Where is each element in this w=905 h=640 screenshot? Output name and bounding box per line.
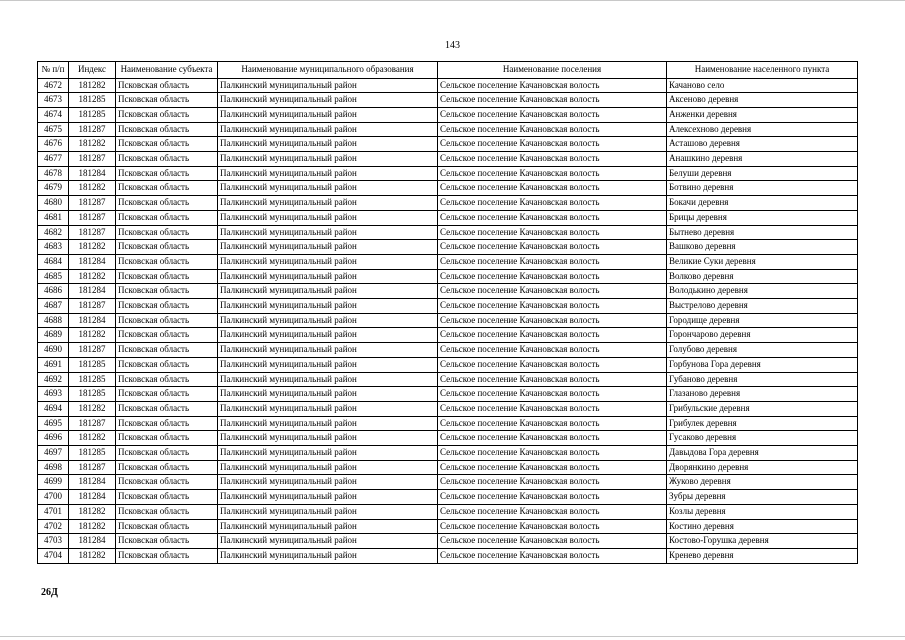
cell-settlement: Сельское поселение Качановская волость bbox=[438, 372, 667, 387]
cell-settlement: Сельское поселение Качановская волость bbox=[438, 269, 667, 284]
cell-settlement: Сельское поселение Качановская волость bbox=[438, 460, 667, 475]
cell-subject: Псковская область bbox=[116, 299, 218, 314]
cell-municipality: Палкинский муниципальный район bbox=[218, 357, 438, 372]
table-row bbox=[38, 107, 858, 122]
cell-settlement: Сельское поселение Качановская волость bbox=[438, 225, 667, 240]
cell-index: 181287 bbox=[69, 152, 116, 167]
cell-municipality: Палкинский муниципальный район bbox=[218, 93, 438, 108]
cell-num: 4695 bbox=[38, 416, 69, 431]
cell-index: 181284 bbox=[69, 313, 116, 328]
cell-municipality: Палкинский муниципальный район bbox=[218, 534, 438, 549]
cell-municipality: Палкинский муниципальный район bbox=[218, 122, 438, 137]
cell-municipality: Палкинский муниципальный район bbox=[218, 254, 438, 269]
cell-settlement: Сельское поселение Качановская волость bbox=[438, 313, 667, 328]
cell-settlement: Сельское поселение Качановская волость bbox=[438, 401, 667, 416]
table-row bbox=[38, 490, 858, 505]
cell-num: 4704 bbox=[38, 549, 69, 564]
cell-subject: Псковская область bbox=[116, 137, 218, 152]
cell-subject: Псковская область bbox=[116, 534, 218, 549]
cell-locality: Анашкино деревня bbox=[667, 152, 858, 167]
cell-settlement: Сельское поселение Качановская волость bbox=[438, 181, 667, 196]
cell-municipality: Палкинский муниципальный район bbox=[218, 549, 438, 564]
cell-num: 4680 bbox=[38, 196, 69, 211]
cell-index: 181282 bbox=[69, 431, 116, 446]
cell-settlement: Сельское поселение Качановская волость bbox=[438, 504, 667, 519]
cell-index: 181282 bbox=[69, 519, 116, 534]
cell-locality: Бокачи деревня bbox=[667, 196, 858, 211]
table-row bbox=[38, 460, 858, 475]
header-municipality: Наименование муниципального образования bbox=[218, 62, 438, 79]
table-row bbox=[38, 122, 858, 137]
cell-locality: Анженки деревня bbox=[667, 107, 858, 122]
cell-settlement: Сельское поселение Качановская волость bbox=[438, 416, 667, 431]
cell-subject: Псковская область bbox=[116, 328, 218, 343]
table-row bbox=[38, 431, 858, 446]
cell-index: 181285 bbox=[69, 357, 116, 372]
cell-locality: Брицы деревня bbox=[667, 210, 858, 225]
cell-index: 181287 bbox=[69, 299, 116, 314]
header-subject: Наименование субъекта bbox=[116, 62, 218, 79]
cell-settlement: Сельское поселение Качановская волость bbox=[438, 152, 667, 167]
table-row bbox=[38, 225, 858, 240]
cell-settlement: Сельское поселение Качановская волость bbox=[438, 328, 667, 343]
cell-locality: Аксеново деревня bbox=[667, 93, 858, 108]
cell-municipality: Палкинский муниципальный район bbox=[218, 225, 438, 240]
table-row bbox=[38, 254, 858, 269]
cell-index: 181285 bbox=[69, 387, 116, 402]
cell-subject: Псковская область bbox=[116, 269, 218, 284]
cell-locality: Великие Суки деревня bbox=[667, 254, 858, 269]
table-row bbox=[38, 328, 858, 343]
cell-settlement: Сельское поселение Качановская волость bbox=[438, 78, 667, 93]
cell-locality: Вашково деревня bbox=[667, 240, 858, 255]
table-row bbox=[38, 210, 858, 225]
table-row bbox=[38, 372, 858, 387]
cell-index: 181287 bbox=[69, 416, 116, 431]
table-row bbox=[38, 446, 858, 461]
cell-num: 4692 bbox=[38, 372, 69, 387]
cell-settlement: Сельское поселение Качановская волость bbox=[438, 196, 667, 211]
cell-locality: Кренево деревня bbox=[667, 549, 858, 564]
cell-num: 4674 bbox=[38, 107, 69, 122]
cell-num: 4684 bbox=[38, 254, 69, 269]
table-row bbox=[38, 166, 858, 181]
cell-municipality: Палкинский муниципальный район bbox=[218, 152, 438, 167]
cell-locality: Грибульские деревня bbox=[667, 401, 858, 416]
cell-subject: Псковская область bbox=[116, 225, 218, 240]
cell-index: 181282 bbox=[69, 504, 116, 519]
table-row bbox=[38, 299, 858, 314]
cell-settlement: Сельское поселение Качановская волость bbox=[438, 490, 667, 505]
table-row bbox=[38, 137, 858, 152]
cell-settlement: Сельское поселение Качановская волость bbox=[438, 446, 667, 461]
cell-subject: Псковская область bbox=[116, 254, 218, 269]
cell-subject: Псковская область bbox=[116, 284, 218, 299]
cell-index: 181282 bbox=[69, 181, 116, 196]
cell-index: 181287 bbox=[69, 460, 116, 475]
cell-subject: Псковская область bbox=[116, 446, 218, 461]
cell-subject: Псковская область bbox=[116, 490, 218, 505]
top-scan-edge bbox=[0, 0, 905, 1]
cell-locality: Костово-Горушка деревня bbox=[667, 534, 858, 549]
cell-locality: Горбунова Гора деревня bbox=[667, 357, 858, 372]
table-row bbox=[38, 78, 858, 93]
cell-index: 181282 bbox=[69, 328, 116, 343]
cell-settlement: Сельское поселение Качановская волость bbox=[438, 299, 667, 314]
cell-num: 4698 bbox=[38, 460, 69, 475]
table-row bbox=[38, 357, 858, 372]
cell-municipality: Палкинский муниципальный район bbox=[218, 166, 438, 181]
footer-code: 26Д bbox=[41, 587, 58, 598]
cell-settlement: Сельское поселение Качановская волость bbox=[438, 93, 667, 108]
cell-num: 4699 bbox=[38, 475, 69, 490]
cell-num: 4677 bbox=[38, 152, 69, 167]
cell-num: 4689 bbox=[38, 328, 69, 343]
cell-locality: Костино деревня bbox=[667, 519, 858, 534]
cell-locality: Зубры деревня bbox=[667, 490, 858, 505]
cell-num: 4700 bbox=[38, 490, 69, 505]
cell-num: 4702 bbox=[38, 519, 69, 534]
cell-num: 4682 bbox=[38, 225, 69, 240]
cell-settlement: Сельское поселение Качановская волость bbox=[438, 210, 667, 225]
cell-subject: Псковская область bbox=[116, 181, 218, 196]
cell-municipality: Палкинский муниципальный район bbox=[218, 475, 438, 490]
cell-index: 181282 bbox=[69, 137, 116, 152]
header-settlement: Наименование поселения bbox=[438, 62, 667, 79]
cell-municipality: Палкинский муниципальный район bbox=[218, 107, 438, 122]
cell-municipality: Палкинский муниципальный район bbox=[218, 181, 438, 196]
cell-subject: Псковская область bbox=[116, 460, 218, 475]
cell-subject: Псковская область bbox=[116, 78, 218, 93]
cell-settlement: Сельское поселение Качановская волость bbox=[438, 534, 667, 549]
cell-index: 181282 bbox=[69, 401, 116, 416]
cell-num: 4696 bbox=[38, 431, 69, 446]
cell-subject: Псковская область bbox=[116, 196, 218, 211]
cell-settlement: Сельское поселение Качановская волость bbox=[438, 357, 667, 372]
cell-locality: Белуши деревня bbox=[667, 166, 858, 181]
cell-settlement: Сельское поселение Качановская волость bbox=[438, 166, 667, 181]
cell-subject: Псковская область bbox=[116, 313, 218, 328]
cell-index: 181287 bbox=[69, 210, 116, 225]
cell-locality: Глазаново деревня bbox=[667, 387, 858, 402]
cell-num: 4694 bbox=[38, 401, 69, 416]
table-row bbox=[38, 284, 858, 299]
cell-index: 181284 bbox=[69, 254, 116, 269]
cell-municipality: Палкинский муниципальный район bbox=[218, 328, 438, 343]
cell-municipality: Палкинский муниципальный район bbox=[218, 343, 438, 358]
cell-num: 4697 bbox=[38, 446, 69, 461]
cell-subject: Псковская область bbox=[116, 210, 218, 225]
cell-index: 181287 bbox=[69, 343, 116, 358]
cell-municipality: Палкинский муниципальный район bbox=[218, 196, 438, 211]
table-row bbox=[38, 387, 858, 402]
cell-index: 181287 bbox=[69, 196, 116, 211]
header-index: Индекс bbox=[69, 62, 116, 79]
cell-settlement: Сельское поселение Качановская волость bbox=[438, 137, 667, 152]
cell-subject: Псковская область bbox=[116, 401, 218, 416]
table-row bbox=[38, 549, 858, 564]
table-row bbox=[38, 240, 858, 255]
header-num: № п/п bbox=[38, 62, 69, 79]
cell-index: 181284 bbox=[69, 490, 116, 505]
cell-num: 4687 bbox=[38, 299, 69, 314]
cell-index: 181287 bbox=[69, 122, 116, 137]
cell-locality: Володькино деревня bbox=[667, 284, 858, 299]
cell-subject: Псковская область bbox=[116, 357, 218, 372]
cell-municipality: Палкинский муниципальный район bbox=[218, 284, 438, 299]
cell-index: 181285 bbox=[69, 446, 116, 461]
table-row bbox=[38, 269, 858, 284]
cell-locality: Голубово деревня bbox=[667, 343, 858, 358]
cell-settlement: Сельское поселение Качановская волость bbox=[438, 343, 667, 358]
cell-municipality: Палкинский муниципальный район bbox=[218, 431, 438, 446]
table-row bbox=[38, 196, 858, 211]
cell-municipality: Палкинский муниципальный район bbox=[218, 78, 438, 93]
cell-settlement: Сельское поселение Качановская волость bbox=[438, 254, 667, 269]
table-row bbox=[38, 181, 858, 196]
cell-settlement: Сельское поселение Качановская волость bbox=[438, 475, 667, 490]
cell-locality: Губаново деревня bbox=[667, 372, 858, 387]
table-row bbox=[38, 475, 858, 490]
cell-subject: Псковская область bbox=[116, 343, 218, 358]
cell-subject: Псковская область bbox=[116, 372, 218, 387]
table-row bbox=[38, 416, 858, 431]
cell-subject: Псковская область bbox=[116, 504, 218, 519]
table-header-row bbox=[38, 62, 858, 79]
cell-subject: Псковская область bbox=[116, 93, 218, 108]
cell-locality: Бытнево деревня bbox=[667, 225, 858, 240]
cell-settlement: Сельское поселение Качановская волость bbox=[438, 240, 667, 255]
cell-index: 181282 bbox=[69, 240, 116, 255]
cell-locality: Давыдова Гора деревня bbox=[667, 446, 858, 461]
table-row bbox=[38, 93, 858, 108]
table-row bbox=[38, 504, 858, 519]
cell-index: 181285 bbox=[69, 93, 116, 108]
cell-num: 4688 bbox=[38, 313, 69, 328]
cell-settlement: Сельское поселение Качановская волость bbox=[438, 519, 667, 534]
cell-locality: Жуково деревня bbox=[667, 475, 858, 490]
cell-num: 4679 bbox=[38, 181, 69, 196]
table-body bbox=[38, 78, 858, 563]
cell-municipality: Палкинский муниципальный район bbox=[218, 313, 438, 328]
cell-num: 4678 bbox=[38, 166, 69, 181]
cell-locality: Алексехново деревня bbox=[667, 122, 858, 137]
cell-subject: Псковская область bbox=[116, 416, 218, 431]
table-row bbox=[38, 534, 858, 549]
cell-settlement: Сельское поселение Качановская волость bbox=[438, 284, 667, 299]
header-locality: Наименование населенного пункта bbox=[667, 62, 858, 79]
cell-locality: Дворянкино деревня bbox=[667, 460, 858, 475]
cell-municipality: Палкинский муниципальный район bbox=[218, 372, 438, 387]
cell-locality: Городище деревня bbox=[667, 313, 858, 328]
cell-index: 181282 bbox=[69, 549, 116, 564]
cell-index: 181284 bbox=[69, 475, 116, 490]
cell-municipality: Палкинский муниципальный район bbox=[218, 460, 438, 475]
cell-index: 181284 bbox=[69, 534, 116, 549]
settlements-table bbox=[37, 61, 858, 564]
cell-settlement: Сельское поселение Качановская волость bbox=[438, 431, 667, 446]
cell-num: 4673 bbox=[38, 93, 69, 108]
cell-num: 4691 bbox=[38, 357, 69, 372]
table-row bbox=[38, 519, 858, 534]
cell-index: 181285 bbox=[69, 107, 116, 122]
cell-num: 4685 bbox=[38, 269, 69, 284]
cell-locality: Выстрелово деревня bbox=[667, 299, 858, 314]
cell-locality: Козлы деревня bbox=[667, 504, 858, 519]
cell-locality: Волково деревня bbox=[667, 269, 858, 284]
cell-settlement: Сельское поселение Качановская волость bbox=[438, 387, 667, 402]
cell-municipality: Палкинский муниципальный район bbox=[218, 210, 438, 225]
cell-subject: Псковская область bbox=[116, 152, 218, 167]
cell-index: 181284 bbox=[69, 284, 116, 299]
cell-locality: Ботвино деревня bbox=[667, 181, 858, 196]
cell-subject: Псковская область bbox=[116, 166, 218, 181]
cell-num: 4690 bbox=[38, 343, 69, 358]
cell-locality: Асташово деревня bbox=[667, 137, 858, 152]
cell-municipality: Палкинский муниципальный район bbox=[218, 299, 438, 314]
cell-subject: Псковская область bbox=[116, 122, 218, 137]
cell-municipality: Палкинский муниципальный район bbox=[218, 269, 438, 284]
cell-index: 181285 bbox=[69, 372, 116, 387]
bottom-scan-edge bbox=[0, 636, 905, 637]
table-row bbox=[38, 343, 858, 358]
cell-municipality: Палкинский муниципальный район bbox=[218, 446, 438, 461]
page-number: 143 bbox=[445, 40, 460, 51]
cell-index: 181287 bbox=[69, 225, 116, 240]
cell-settlement: Сельское поселение Качановская волость bbox=[438, 107, 667, 122]
cell-municipality: Палкинский муниципальный район bbox=[218, 137, 438, 152]
cell-municipality: Палкинский муниципальный район bbox=[218, 504, 438, 519]
cell-locality: Грибулек деревня bbox=[667, 416, 858, 431]
cell-municipality: Палкинский муниципальный район bbox=[218, 490, 438, 505]
table-row bbox=[38, 401, 858, 416]
cell-municipality: Палкинский муниципальный район bbox=[218, 240, 438, 255]
cell-subject: Псковская область bbox=[116, 519, 218, 534]
cell-num: 4676 bbox=[38, 137, 69, 152]
cell-index: 181282 bbox=[69, 78, 116, 93]
cell-index: 181284 bbox=[69, 166, 116, 181]
cell-municipality: Палкинский муниципальный район bbox=[218, 401, 438, 416]
cell-num: 4686 bbox=[38, 284, 69, 299]
cell-locality: Качаново село bbox=[667, 78, 858, 93]
cell-locality: Гусаково деревня bbox=[667, 431, 858, 446]
cell-municipality: Палкинский муниципальный район bbox=[218, 519, 438, 534]
cell-num: 4683 bbox=[38, 240, 69, 255]
cell-municipality: Палкинский муниципальный район bbox=[218, 416, 438, 431]
cell-subject: Псковская область bbox=[116, 387, 218, 402]
cell-subject: Псковская область bbox=[116, 240, 218, 255]
cell-subject: Псковская область bbox=[116, 107, 218, 122]
cell-num: 4675 bbox=[38, 122, 69, 137]
cell-settlement: Сельское поселение Качановская волость bbox=[438, 122, 667, 137]
cell-index: 181282 bbox=[69, 269, 116, 284]
table-row bbox=[38, 152, 858, 167]
cell-settlement: Сельское поселение Качановская волость bbox=[438, 549, 667, 564]
cell-num: 4701 bbox=[38, 504, 69, 519]
cell-subject: Псковская область bbox=[116, 431, 218, 446]
cell-num: 4672 bbox=[38, 78, 69, 93]
cell-num: 4681 bbox=[38, 210, 69, 225]
cell-num: 4703 bbox=[38, 534, 69, 549]
cell-locality: Горончарово деревня bbox=[667, 328, 858, 343]
cell-subject: Псковская область bbox=[116, 549, 218, 564]
cell-municipality: Палкинский муниципальный район bbox=[218, 387, 438, 402]
table-row bbox=[38, 313, 858, 328]
cell-subject: Псковская область bbox=[116, 475, 218, 490]
cell-num: 4693 bbox=[38, 387, 69, 402]
